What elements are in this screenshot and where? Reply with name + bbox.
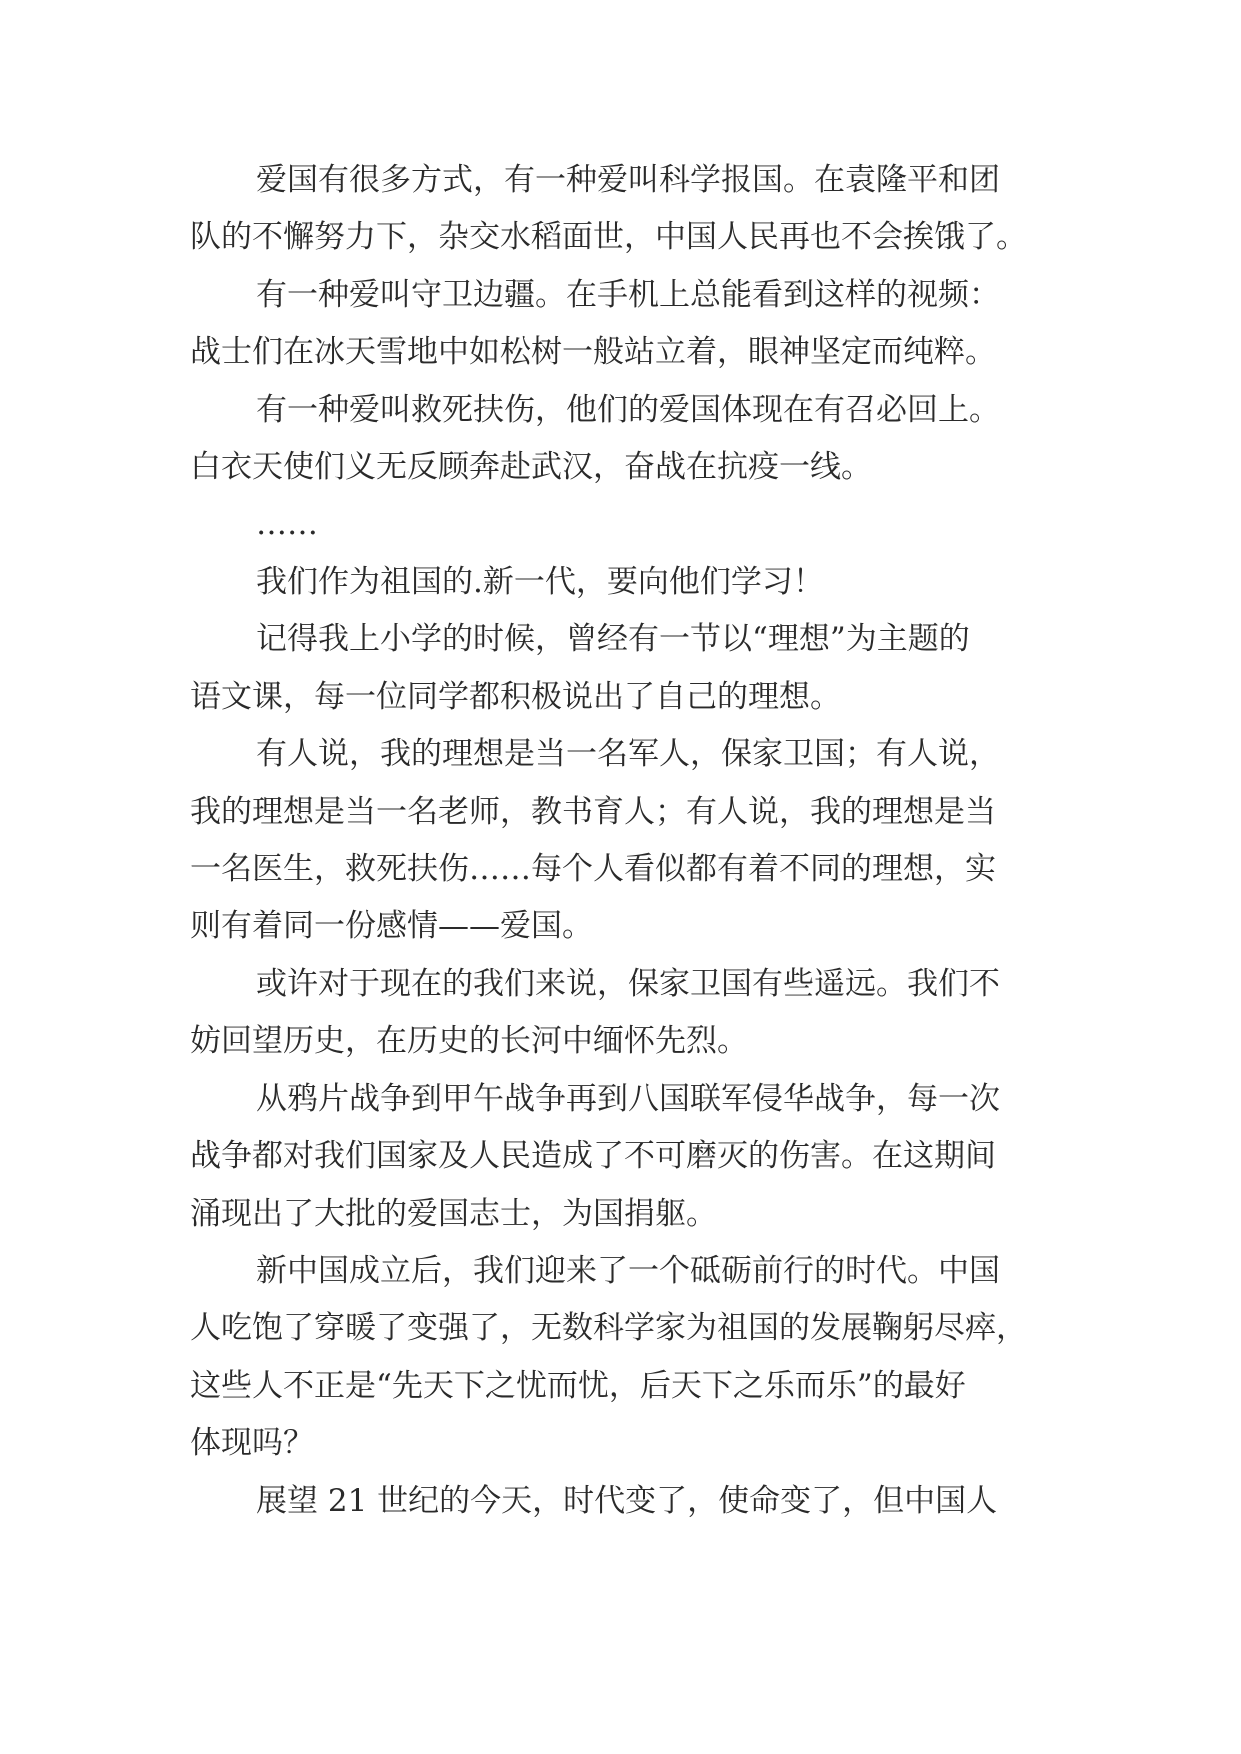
- text-line: 人吃饱了穿暖了变强了，无数科学家为祖国的发展鞠躬尽瘁，: [190, 1310, 1027, 1346]
- text-line: 一名医生，救死扶伤……每个人看似都有着不同的理想，实: [190, 851, 996, 887]
- text-line: 或许对于现在的我们来说，保家卫国有些遥远。我们不: [256, 966, 1000, 1002]
- text-line: 从鸦片战争到甲午战争再到八国联军侵华战争，每一次: [256, 1081, 1000, 1117]
- text-line: 白衣天使们义无反顾奔赴武汉，奋战在抗疫一线。: [190, 449, 872, 485]
- text-line: 战争都对我们国家及人民造成了不可磨灭的伤害。在这期间: [190, 1138, 996, 1174]
- text-line: 有一种爱叫救死扶伤，他们的爱国体现在有召必回上。: [256, 392, 1000, 428]
- text-line: 体现吗？: [190, 1425, 314, 1461]
- text-line: 则有着同一份感情——爱国。: [190, 908, 593, 944]
- ellipsis-line: ……: [256, 506, 318, 542]
- text-line: 记得我上小学的时候，曾经有一节以“理想”为主题的: [256, 621, 970, 657]
- text-line: 爱国有很多方式，有一种爱叫科学报国。在袁隆平和团: [256, 162, 1000, 198]
- text-line: 新中国成立后，我们迎来了一个砥砺前行的时代。中国: [256, 1253, 1000, 1289]
- text-line: 有人说，我的理想是当一名军人，保家卫国；有人说，: [256, 736, 1000, 772]
- text-line: 有一种爱叫守卫边疆。在手机上总能看到这样的视频：: [256, 277, 1000, 313]
- text-line: 我的理想是当一名老师，教书育人；有人说，我的理想是当: [190, 794, 996, 830]
- text-line: 妨回望历史，在历史的长河中缅怀先烈。: [190, 1023, 748, 1059]
- text-line: 展望 21 世纪的今天，时代变了，使命变了，但中国人: [256, 1483, 998, 1519]
- text-line: 涌现出了大批的爱国志士，为国捐躯。: [190, 1196, 717, 1232]
- text-line: 队的不懈努力下，杂交水稻面世，中国人民再也不会挨饿了。: [190, 219, 1027, 255]
- text-line: 这些人不正是“先天下之忧而忧，后天下之乐而乐”的最好: [190, 1368, 966, 1404]
- text-line: 战士们在冰天雪地中如松树一般站立着，眼神坚定而纯粹。: [190, 334, 996, 370]
- text-line: 语文课，每一位同学都积极说出了自己的理想。: [190, 679, 841, 715]
- text-line: 我们作为祖国的.新一代，要向他们学习！: [256, 564, 824, 600]
